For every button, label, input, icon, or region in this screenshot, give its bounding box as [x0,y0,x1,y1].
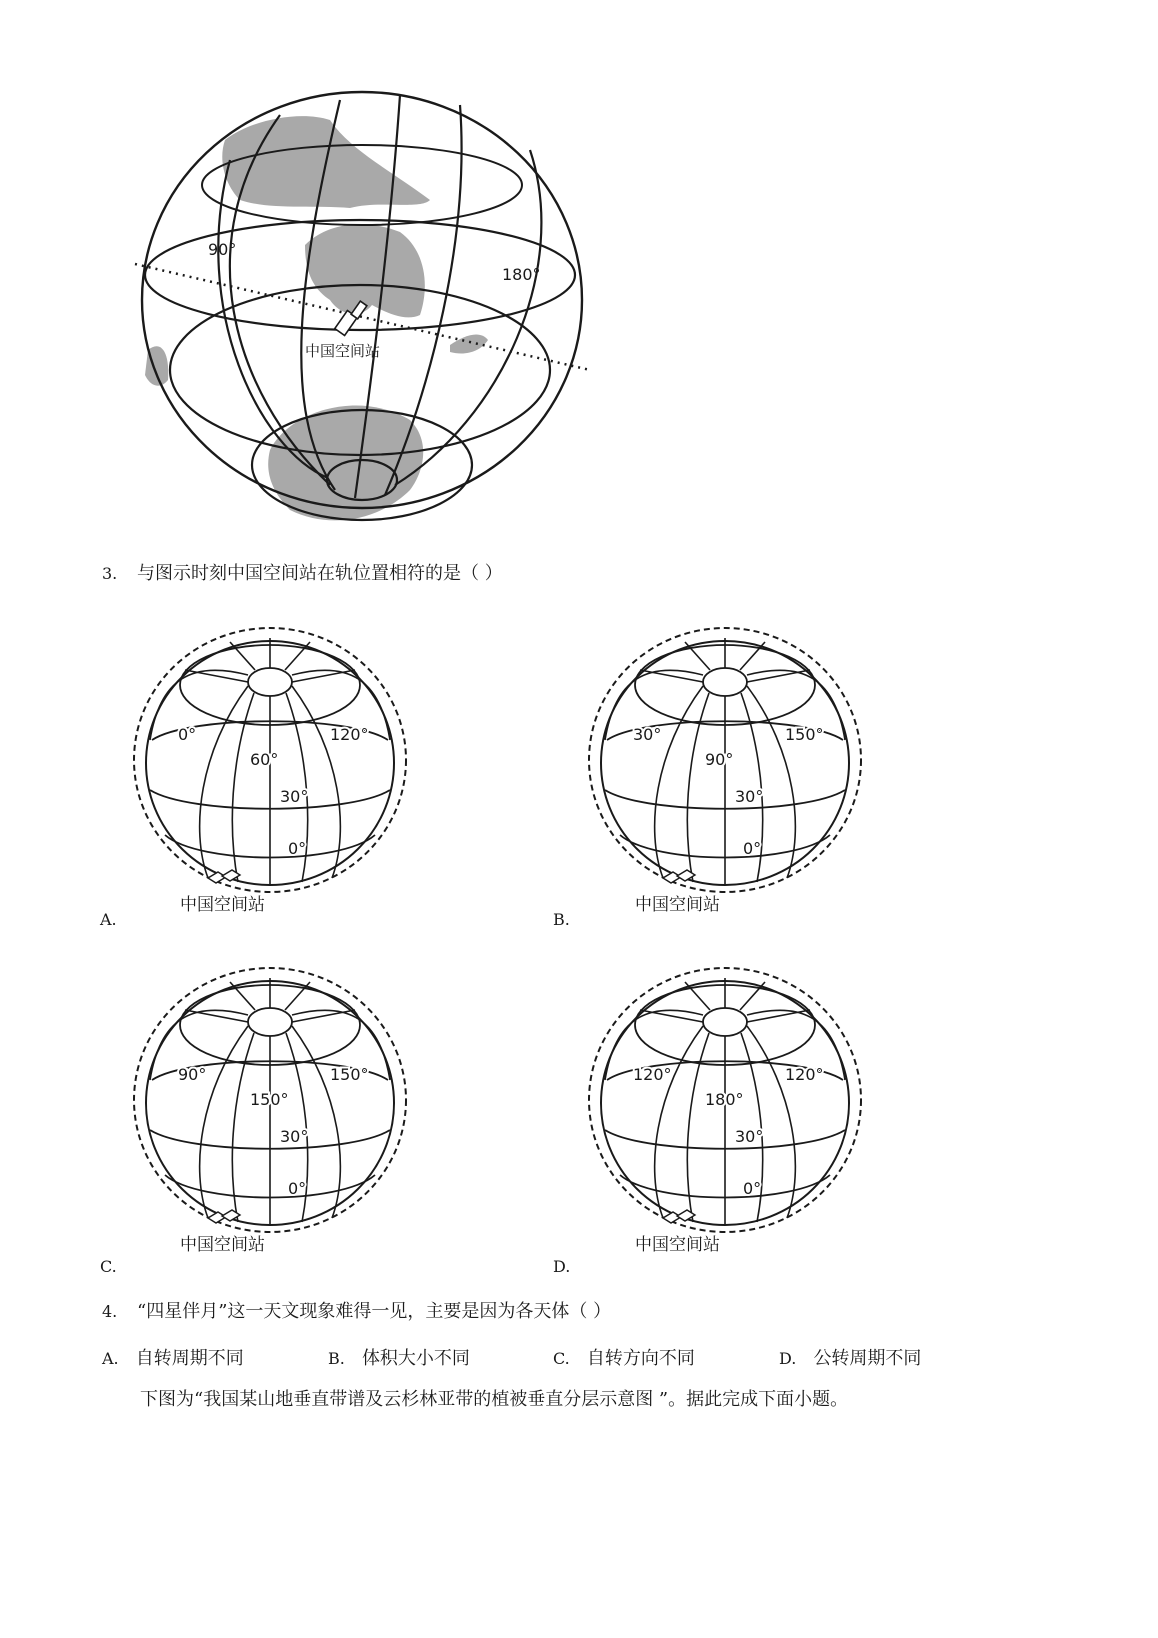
question-4-option-c[interactable] [553,1344,695,1370]
latitude-label-30: 30° [280,787,309,806]
latitude-label-0: 0° [743,1179,762,1198]
question-4-option-b[interactable] [328,1344,470,1370]
station-label: 中国空间站 [180,1235,265,1255]
option-letter: A. [102,1349,119,1368]
latitude-label-0: 0° [288,839,307,858]
option-letter: B. [553,910,570,929]
option-globe [130,620,430,920]
longitude-label-right: 180° [502,265,541,284]
longitude-label-center: 180° [705,1090,744,1109]
longitude-label-center: 90° [705,750,734,769]
option-globe [585,620,885,920]
option-letter: C. [100,1257,117,1276]
longitude-label-center: 60° [250,750,279,769]
land-new-zealand [450,335,488,354]
question-3 [102,561,503,587]
latitude-label-0: 0° [743,839,762,858]
option-globe [585,960,885,1260]
station-label: 中国空间站 [305,342,381,360]
option-text: 公转周期不同 [813,1348,922,1369]
latitude-label-0: 0° [288,1179,307,1198]
longitude-label-left: 0° [178,725,197,744]
question-4-number: 4. [102,1302,118,1321]
longitude-label-right: 120° [785,1065,824,1084]
question-4-option-a[interactable] [102,1344,244,1370]
latitude-label-30: 30° [735,787,764,806]
option-text: 自转方向不同 [586,1348,695,1369]
question-3-text: 与图示时刻中国空间站在轨位置相符的是（ ） [137,563,503,584]
question-3-number: 3. [102,564,118,583]
question-4-option-d[interactable] [779,1344,921,1370]
longitude-label-left: 90° [178,1065,207,1084]
question-4 [102,1299,611,1325]
option-letter: D. [779,1349,797,1368]
option-letter: C. [553,1349,570,1368]
main-globe-figure [130,90,610,550]
option-letter: D. [553,1257,571,1276]
option-globe [130,960,430,1260]
longitude-label-left: 90° [208,240,237,259]
option-letter: B. [328,1349,345,1368]
longitude-label-center: 150° [250,1090,289,1109]
longitude-label-right: 120° [330,725,369,744]
option-letter: A. [100,910,117,929]
longitude-label-left: 30° [633,725,662,744]
station-label: 中国空间站 [635,895,720,915]
latitude-label-30: 30° [280,1127,309,1146]
option-text: 自转周期不同 [135,1348,244,1369]
longitude-label-left: 120° [633,1065,672,1084]
option-text: 体积大小不同 [361,1348,470,1369]
station-label: 中国空间站 [180,895,265,915]
question-4-text: “四星伴月”这一天文现象难得一见，主要是因为各天体（ ） [137,1301,612,1322]
intro-text: 下图为“我国某山地垂直带谱及云杉林亚带的植被垂直分层示意图 ”。据此完成下面小题。 [140,1389,849,1410]
longitude-label-right: 150° [785,725,824,744]
latitude-label-30: 30° [735,1127,764,1146]
longitude-label-right: 150° [330,1065,369,1084]
station-label: 中国空间站 [635,1235,720,1255]
land-masses [145,116,488,520]
